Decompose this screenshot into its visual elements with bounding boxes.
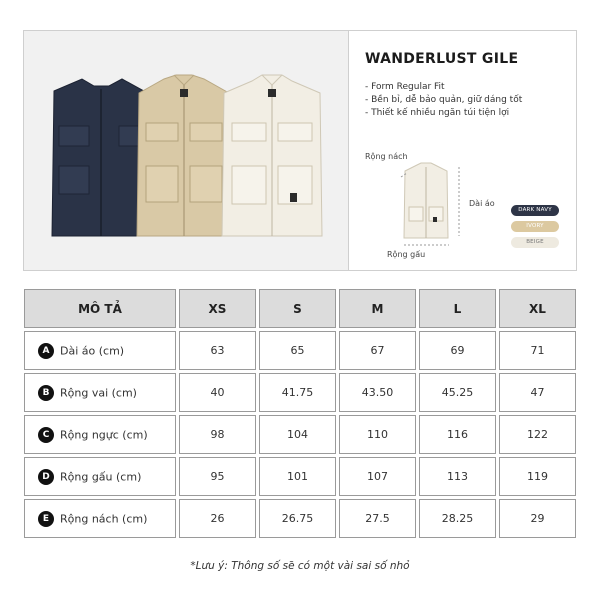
feature-item: - Bền bỉ, dễ bảo quản, giữ dáng tốt xyxy=(365,95,523,105)
length-label: Dài áo xyxy=(469,199,495,208)
product-photo xyxy=(24,31,349,270)
table-cell: 116 xyxy=(419,415,496,454)
table-cell: 45.25 xyxy=(419,373,496,412)
table-cell: 63 xyxy=(179,331,256,370)
feature-list xyxy=(365,81,522,120)
table-cell: 41.75 xyxy=(259,373,336,412)
feature-item: - Form Regular Fit xyxy=(365,82,445,92)
row-label: Rộng gấu (cm) xyxy=(60,470,142,483)
header-size-l: L xyxy=(419,289,496,328)
table-cell: 98 xyxy=(179,415,256,454)
header-size-xl: XL xyxy=(499,289,576,328)
row-label-cell xyxy=(24,331,176,370)
color-chip-ivory[interactable]: IVORY xyxy=(511,221,559,232)
product-title: WANDERLUST GILE xyxy=(365,51,519,67)
table-cell: 71 xyxy=(499,331,576,370)
table-cell: 29 xyxy=(499,499,576,538)
table-row xyxy=(24,457,576,496)
ivory-vest xyxy=(137,75,231,236)
product-panel xyxy=(23,30,577,271)
table-cell: 26 xyxy=(179,499,256,538)
row-label: Rộng ngực (cm) xyxy=(60,428,148,441)
size-table-header xyxy=(24,289,576,328)
header-description: MÔ TẢ xyxy=(24,289,176,328)
row-label-cell xyxy=(24,457,176,496)
table-cell: 27.5 xyxy=(339,499,416,538)
row-label-cell xyxy=(24,499,176,538)
chest-width-label: Rộng nách xyxy=(365,152,408,161)
row-label-cell xyxy=(24,373,176,412)
table-cell: 26.75 xyxy=(259,499,336,538)
row-label: Rộng vai (cm) xyxy=(60,386,137,399)
table-cell: 95 xyxy=(179,457,256,496)
row-badge: B xyxy=(38,385,54,401)
vest-photo-image xyxy=(24,31,348,270)
header-size-s: S xyxy=(259,289,336,328)
table-cell: 113 xyxy=(419,457,496,496)
navy-vest xyxy=(52,79,146,236)
row-badge: C xyxy=(38,427,54,443)
table-cell: 43.50 xyxy=(339,373,416,412)
row-label: Dài áo (cm) xyxy=(60,344,125,357)
table-cell: 122 xyxy=(499,415,576,454)
feature-item: - Thiết kế nhiều ngăn túi tiện lợi xyxy=(365,108,510,118)
table-cell: 47 xyxy=(499,373,576,412)
table-row xyxy=(24,373,576,412)
row-badge: D xyxy=(38,469,54,485)
beige-vest xyxy=(222,75,322,236)
table-cell: 69 xyxy=(419,331,496,370)
row-label-cell xyxy=(24,415,176,454)
table-cell: 110 xyxy=(339,415,416,454)
header-size-m: M xyxy=(339,289,416,328)
table-cell: 67 xyxy=(339,331,416,370)
table-cell: 104 xyxy=(259,415,336,454)
table-row xyxy=(24,415,576,454)
product-info xyxy=(349,31,576,270)
header-size-xs: XS xyxy=(179,289,256,328)
table-row xyxy=(24,499,576,538)
table-cell: 107 xyxy=(339,457,416,496)
table-row xyxy=(24,331,576,370)
table-cell: 28.25 xyxy=(419,499,496,538)
row-label: Rộng nách (cm) xyxy=(60,512,148,525)
color-chip-dark-navy[interactable]: DARK NAVY xyxy=(511,205,559,216)
row-badge: E xyxy=(38,511,54,527)
table-cell: 101 xyxy=(259,457,336,496)
footnote: *Lưu ý: Thông số sẽ có một vài sai số nhỏ xyxy=(190,560,410,572)
hem-width-label: Rộng gấu xyxy=(387,250,426,259)
size-table xyxy=(21,286,579,541)
table-cell: 65 xyxy=(259,331,336,370)
color-chip-beige[interactable]: BEIGE xyxy=(511,237,559,248)
diagram-vest-icon xyxy=(404,163,448,238)
row-badge: A xyxy=(38,343,54,359)
table-cell: 40 xyxy=(179,373,256,412)
table-cell: 119 xyxy=(499,457,576,496)
